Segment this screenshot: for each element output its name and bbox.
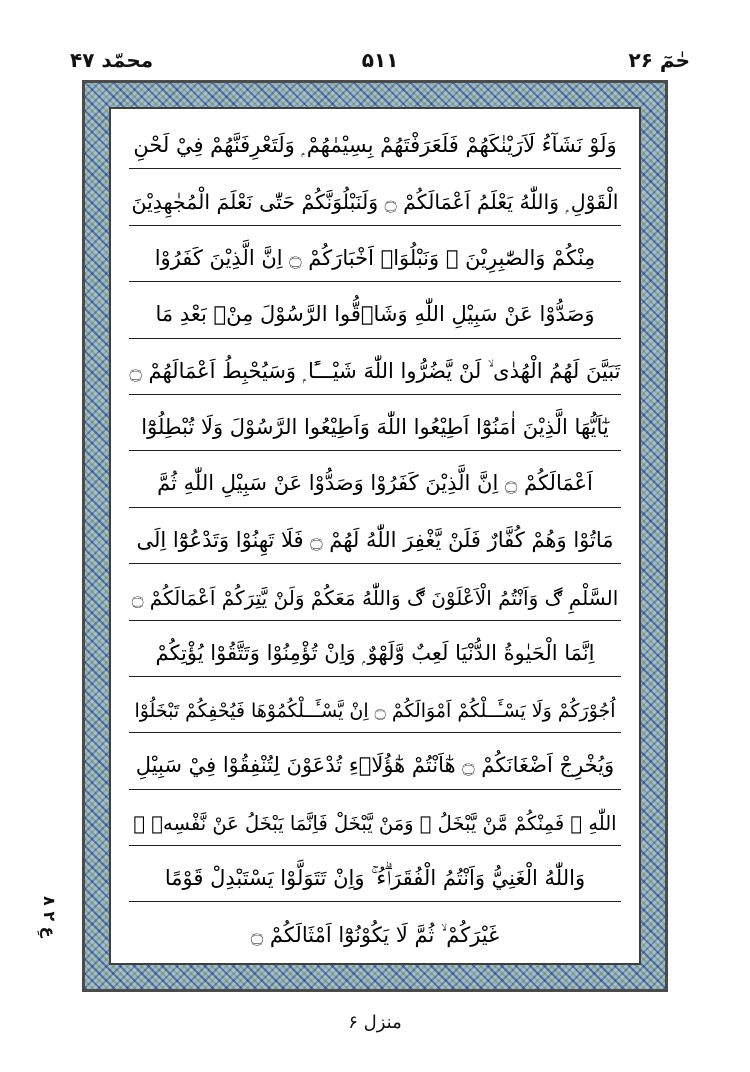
verse-line [129, 733, 621, 789]
juz-name-label: محمّد ۴۷ [70, 48, 154, 72]
verse-line-text: اَعْمَالَكُمْ ۝ اِنَّ الَّذِيْنَ كَفَرُوْا وَصَدُّوْا عَنْ سَبِيْلِ اللّٰهِ ثُمَّ [157, 471, 593, 496]
verse-line-text: السَّلْمِ ڰ وَاَنْتُمُ الْاَعْلَوْنَ ڰ وَاللّٰهُ مَعَكُمْ وَلَنْ يَّتِرَكُمْ اَعْمَالَكُمْ ۝ [131, 585, 619, 610]
verse-line [129, 226, 621, 282]
page-header [70, 40, 690, 72]
verse-line-text: وَاللّٰهُ الْغَنِيُّ وَاَنْتُمُ الْفُقَرَاۗءُ ۚ وَاِنْ تَتَوَلَّوْا يَسْتَبْدِلْ قَوْمًا [164, 866, 586, 891]
verse-line [129, 846, 621, 902]
verse-line-text: اِنَّمَا الْحَيٰوةُ الدُّنْيَا لَعِبٌ وَّلَهْوٌ ۭ وَاِنْ تُؤْمِنُوْا وَتَتَّقُوْا يُؤْتِكُمْ [155, 640, 595, 665]
verse-line-text: مِنْكُمْ وَالصّٰبِرِيْنَ ۙ وَنَبْلُوَا۟ اَخْبَارَكُمْ ۝ اِنَّ الَّذِيْنَ كَفَرُوْا [154, 245, 596, 270]
text-panel [109, 107, 641, 965]
verse-line-text: اُجُوْرَكُمْ وَلَا يَسْـَٔــلْكُمْ اَمْوَالَكُمْ ۝ اِنْ يَّسْـَٔــلْكُمُوْهَا فَيُحْفِكُمْ تَبْخَلُوْا [134, 699, 616, 722]
verse-line-text: اللّٰهِ ۚ فَمِنْكُمْ مَّنْ يَّبْخَلُ ۚ وَمَنْ يَّبْخَلْ فَاِنَّمَا يَبْخَلُ عَنْ نَّفْسِهٖ ۭ [133, 811, 617, 835]
verse-line [129, 902, 621, 958]
verse-line [129, 282, 621, 338]
verse-lines [129, 113, 621, 959]
ruku-marker: عِ ۲ ۸ [40, 896, 59, 938]
verse-line-text: وَصَدُّوْا عَنْ سَبِيْلِ اللّٰهِ وَشَاۗقُّوا الرَّسُوْلَ مِنْۢ بَعْدِ مَا [155, 302, 595, 327]
verse-line [129, 451, 621, 507]
verse-line-text: وَلَوْ نَشَآءُ لَاَرَيْنٰكَهُمْ فَلَعَرَفْتَهُمْ بِسِيْمٰهُمْ ۭ وَلَتَعْرِفَنَّهُمْ فِيْ لَحْنِ [133, 133, 617, 157]
verse-line-text: غَيْرَكُمْ ۙ ثُمَّ لَا يَكُوْنُوْٓا اَمْثَالَكُمْ ۝ [250, 923, 500, 948]
verse-line [129, 564, 621, 620]
verse-line [129, 113, 621, 169]
verse-line [129, 790, 621, 846]
page-number: ۵۱۱ [361, 48, 399, 72]
surah-name-label: حٰمٓ ۲۶ [628, 48, 690, 72]
verse-line [129, 621, 621, 677]
ornamental-border [82, 80, 668, 992]
verse-line [129, 395, 621, 451]
verse-line [129, 169, 621, 225]
verse-line-text: يٰٓاَيُّهَا الَّذِيْنَ اٰمَنُوْٓا اَطِيْعُوا اللّٰهَ وَاَطِيْعُوا الرَّسُوْلَ وَلَا تُبْطِلُوْٓا [141, 414, 609, 439]
verse-line-text: وَيُخْرِجْ اَضْغَانَكُمْ ۝ هٰٓاَنْتُمْ هٰٓؤُلَاۗءِ تُدْعَوْنَ لِتُنْفِقُوْا فِيْ سَبِيْلِ [135, 753, 615, 778]
manzil-footer: منزل ۶ [348, 1012, 402, 1033]
verse-line [129, 508, 621, 564]
verse-line [129, 339, 621, 395]
verse-line [129, 677, 621, 733]
verse-line-text: مَاتُوْا وَهُمْ كُفَّارٌ فَلَنْ يَّغْفِرَ اللّٰهُ لَهُمْ ۝ فَلَا تَهِنُوْا وَتَدْعُوْٓا اِلَى [136, 527, 614, 552]
verse-line-text: تَبَيَّنَ لَهُمُ الْهُدٰى ۙ لَنْ يَّضُرُّوا اللّٰهَ شَيْـــًٔا ۭ وَسَيُحْبِطُ اَعْمَالَهُمْ ۝ [129, 358, 621, 383]
verse-line-text: الْقَوْلِ ۭ وَاللّٰهُ يَعْلَمُ اَعْمَالَكُمْ ۝ وَلَنَبْلُوَنَّكُمْ حَتّٰى نَعْلَمَ الْمُجٰهِدِيْنَ [131, 190, 619, 215]
